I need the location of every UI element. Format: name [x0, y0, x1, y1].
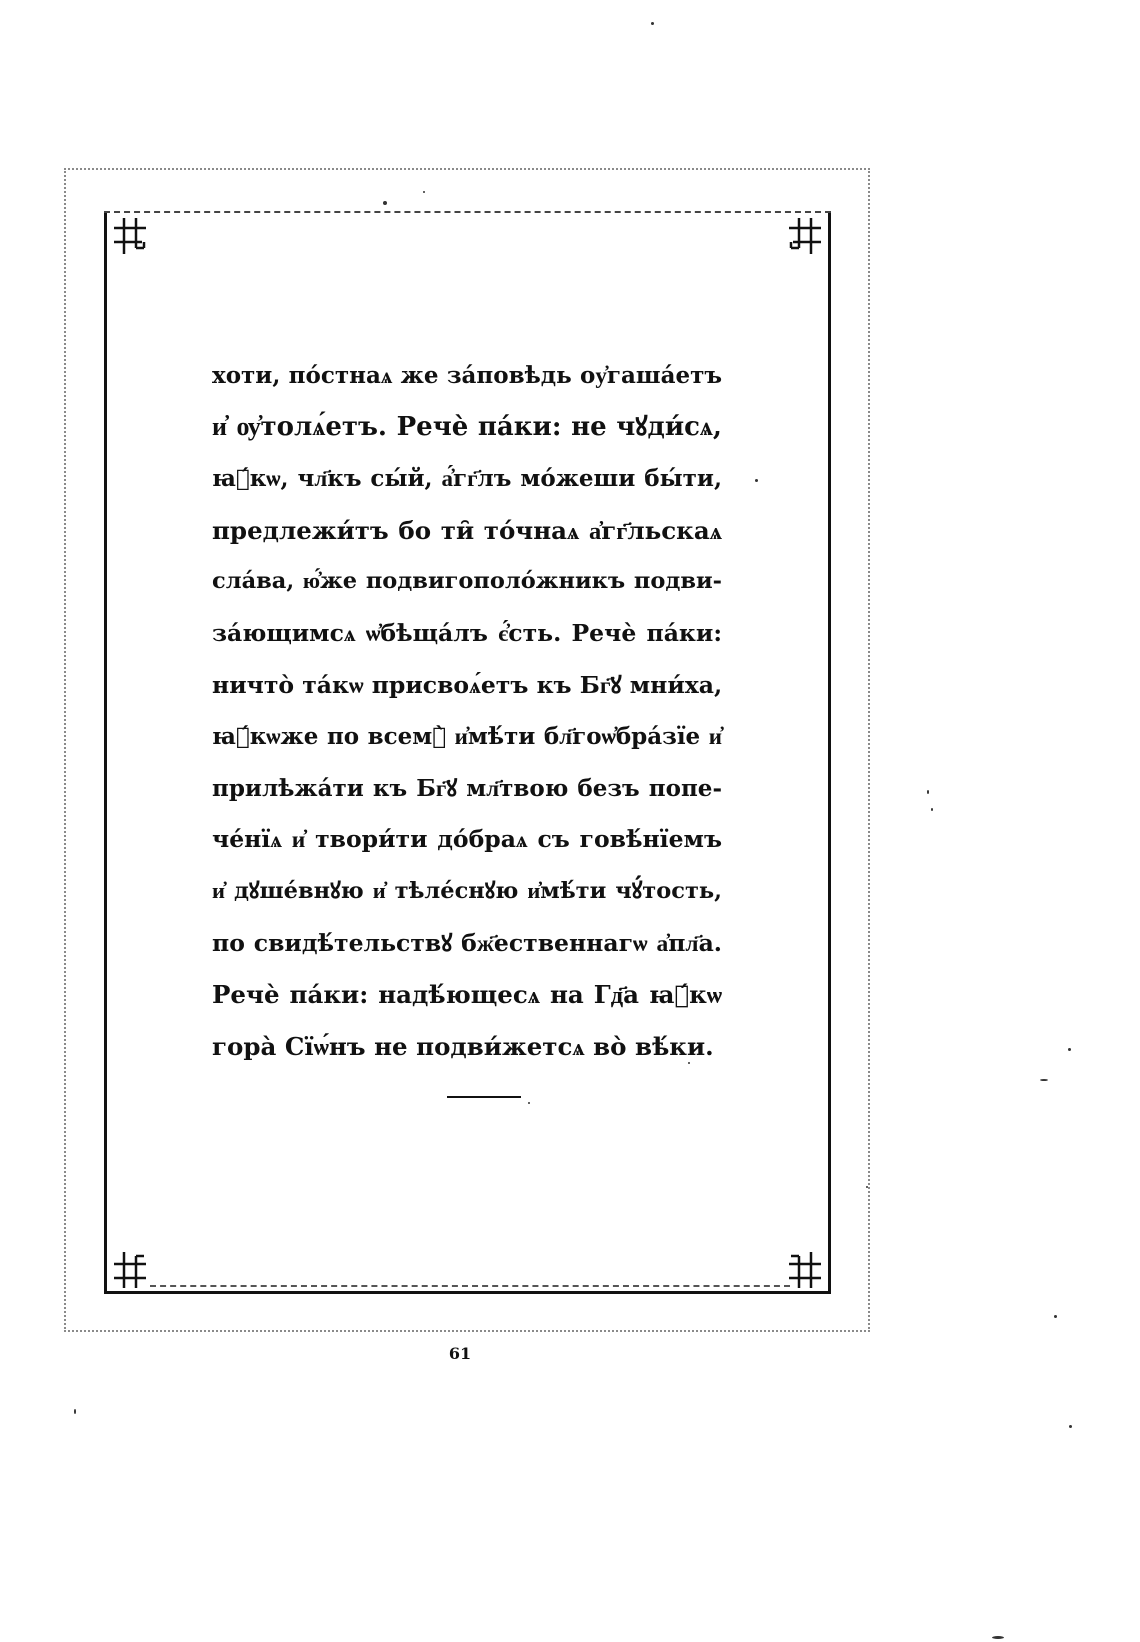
scan-speck: [931, 808, 933, 811]
corner-ornament-icon: [787, 216, 823, 256]
scan-speck: [755, 479, 758, 482]
page-number: 61: [448, 1344, 472, 1363]
page-text: [212, 350, 722, 1072]
scan-speck: [688, 1062, 690, 1064]
text-line: ꙗ҆́кѡ, чл҃къ сы́й, а҆́гг҃лъ мо́жеши бы́ти,: [212, 465, 722, 493]
corner-ornament-icon: [112, 1250, 148, 1290]
text-line: хоти, по́стнаѧ же за́повѣдь оу҆гаша́етъ: [212, 362, 722, 389]
text-line: че́нїѧ и҆ твори́ти до́браѧ съ говѣ́нїемъ: [212, 825, 722, 854]
scan-speck: [651, 22, 654, 25]
end-of-text-rule: [447, 1096, 521, 1098]
scan-speck: [927, 790, 929, 794]
text-line: предлежи́тъ бо ти̑ то́чнаѧ а҆гг҃льскаѧ: [212, 515, 722, 545]
scan-speck: [528, 1102, 530, 1104]
text-line: ꙗ҆́кѡже по всемꙋ̀ и҆мѣ́ти бл҃гоѡ҆бра́зїе и҆: [212, 723, 722, 751]
text-line: за́ющимсѧ ѡ҆бѣща́лъ є҆́сть. Речѐ па́ки:: [212, 618, 722, 647]
text-line: прилѣжа́ти къ Бг҃ꙋ мл҃твою безъ попе-: [212, 774, 722, 802]
corner-ornament-icon: [112, 216, 148, 256]
scan-speck: [1069, 1425, 1072, 1428]
text-line: по свидѣ́тельствꙋ бж҃ественнагѡ а҆пл҃а.: [212, 928, 722, 957]
text-line: ничто̀ та́кѡ присвоѧ́етъ къ Бг҃ꙋ мни́ха,: [212, 670, 723, 699]
bottom-frame-rule: [150, 1285, 790, 1287]
top-frame-rule: [104, 211, 831, 213]
text-line: сла́ва, ю҆́же подвигополо́жникъ подви-: [212, 568, 722, 595]
scan-speck: [992, 1636, 1004, 1639]
scan-speck: [383, 201, 387, 205]
text-line: Речѐ па́ки: надѣ́ющесѧ на Гд҃а ꙗ҆́кѡ: [212, 980, 722, 1010]
corner-ornament-icon: [787, 1250, 823, 1290]
text-line: гора̀ Сїѡ́нъ не подви́жетсѧ во̀ вѣ́ки.: [212, 1031, 714, 1061]
scan-speck: [74, 1409, 76, 1414]
scan-speck: [1040, 1079, 1048, 1081]
scan-speck: [1068, 1048, 1071, 1051]
scan-speck: [1054, 1315, 1057, 1318]
text-line: и҆ дꙋше́внꙋю и҆ тѣле́снꙋю и҆мѣ́ти чꙋ́тость,: [212, 877, 722, 904]
scan-speck: [423, 191, 425, 193]
scan-speck: [866, 1186, 868, 1188]
text-line: и҆ ѹ҆толѧ́етъ. Речѐ па́ки: не чꙋди́сѧ,: [212, 411, 722, 442]
